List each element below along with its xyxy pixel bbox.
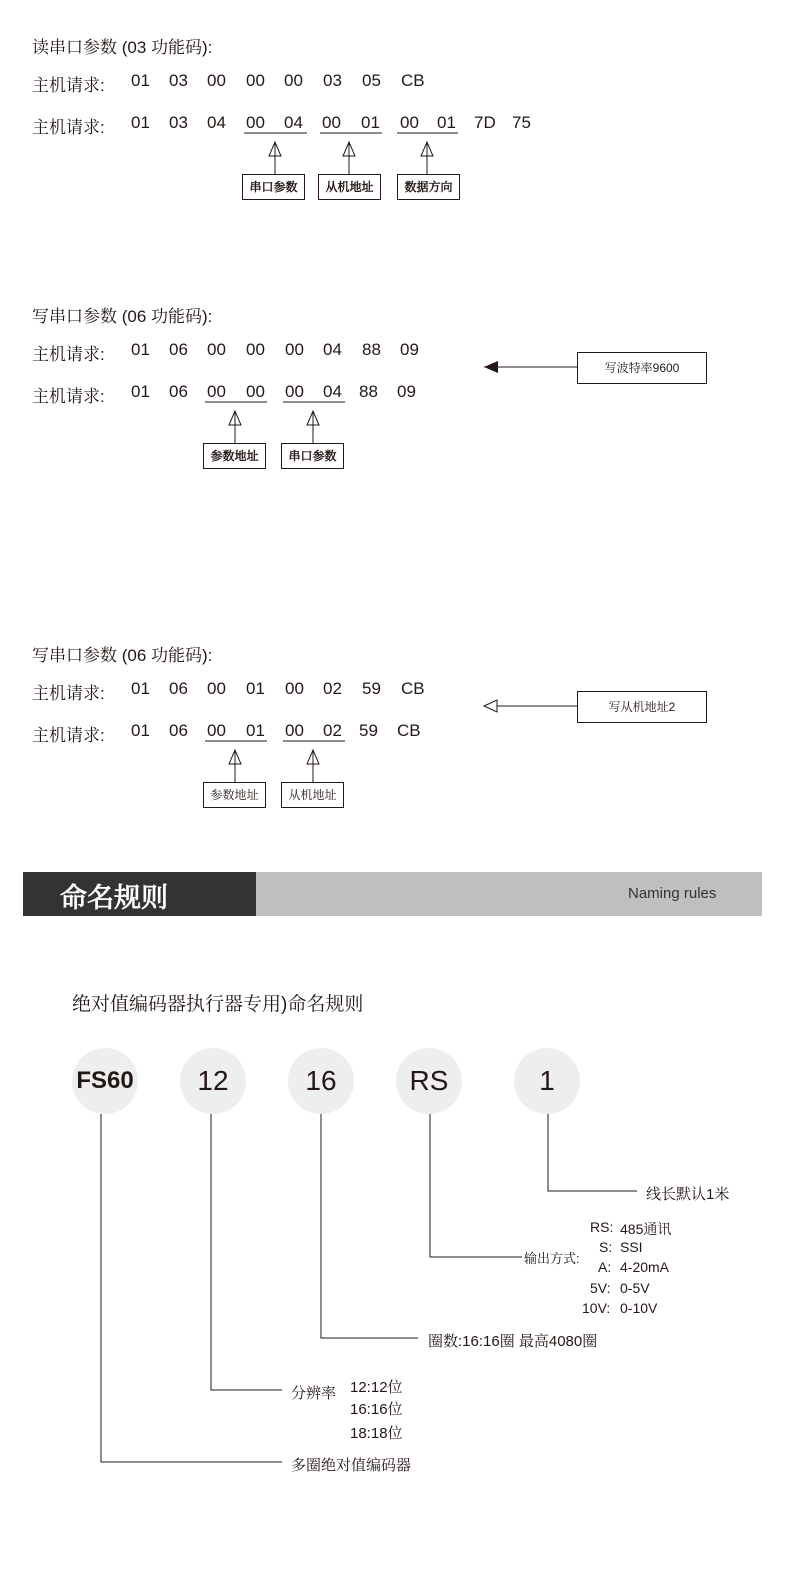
- write1-heading: 写串口参数 (06 功能码):: [32, 307, 213, 326]
- hex-byte: 01: [246, 721, 265, 740]
- hex-byte: 01: [131, 113, 150, 132]
- hex-byte: 75: [512, 113, 531, 132]
- resolution-option: 18:18位: [350, 1425, 403, 1442]
- hex-byte: 01: [131, 340, 150, 359]
- note-box-slave-address: 写从机地址2: [577, 691, 707, 723]
- section-title: 命名规则: [60, 883, 168, 913]
- output-value: 0-5V: [620, 1280, 650, 1296]
- turns-text: 圈数:16:16圈 最高4080圈: [428, 1333, 598, 1350]
- output-value: SSI: [620, 1239, 643, 1255]
- write1-request-label-1: 主机请求:: [32, 345, 105, 364]
- label-box-slave-address: 从机地址: [281, 782, 344, 808]
- output-value: 0-10V: [620, 1300, 658, 1316]
- encoder-type-text: 多圈绝对值编码器: [291, 1457, 412, 1474]
- output-label: 输出方式:: [524, 1251, 580, 1266]
- hex-byte: 59: [359, 721, 378, 740]
- read-request-label-2: 主机请求:: [32, 118, 105, 137]
- hex-byte: 03: [169, 71, 188, 90]
- output-key: A:: [598, 1259, 612, 1275]
- hex-byte: 00: [285, 340, 304, 359]
- hex-byte: 01: [361, 113, 380, 132]
- hex-byte: 00: [400, 113, 419, 132]
- output-value: 4-20mA: [620, 1259, 670, 1275]
- naming-title: 绝对值编码器执行器专用)命名规则: [72, 994, 364, 1015]
- hex-byte: 01: [246, 679, 265, 698]
- hex-byte: 00: [207, 71, 226, 90]
- code-circle-model: FS60: [72, 1048, 138, 1114]
- code-circle-output: RS: [396, 1048, 462, 1114]
- read-heading: 读串口参数 (03 功能码):: [32, 38, 213, 57]
- hex-byte: 00: [246, 340, 265, 359]
- hex-byte: 00: [246, 382, 265, 401]
- hex-byte: 88: [359, 382, 378, 401]
- hex-byte: 01: [131, 71, 150, 90]
- resolution-label: 分辨率: [291, 1385, 337, 1402]
- code-circle-turns: 16: [288, 1048, 354, 1114]
- hex-byte: 09: [400, 340, 419, 359]
- write2-request-label-1: 主机请求:: [32, 684, 105, 703]
- cable-length-text: 线长默认1米: [646, 1186, 730, 1203]
- label-box-serial-param: 串口参数: [242, 174, 305, 200]
- hex-byte: 04: [284, 113, 303, 132]
- hex-byte: 06: [169, 721, 188, 740]
- label-box-param-address: 参数地址: [203, 443, 266, 469]
- section-subtitle: Naming rules: [628, 885, 717, 902]
- hex-byte: 04: [207, 113, 226, 132]
- hex-byte: 59: [362, 679, 381, 698]
- hex-byte: 01: [131, 721, 150, 740]
- hex-byte: 09: [397, 382, 416, 401]
- hex-byte: 00: [285, 679, 304, 698]
- hex-byte: 03: [323, 71, 342, 90]
- hex-byte: 7D: [474, 113, 496, 132]
- hex-byte: 01: [437, 113, 456, 132]
- label-box-slave-address: 从机地址: [318, 174, 381, 200]
- output-value: 485通讯: [620, 1221, 672, 1237]
- hex-byte: 02: [323, 721, 342, 740]
- hex-byte: CB: [401, 71, 425, 90]
- hex-byte: 04: [323, 382, 342, 401]
- hex-byte: 00: [322, 113, 341, 132]
- write2-request-label-2: 主机请求:: [32, 726, 105, 745]
- write1-request-label-2: 主机请求:: [32, 387, 105, 406]
- code-circle-resolution: 12: [180, 1048, 246, 1114]
- hex-byte: 00: [285, 721, 304, 740]
- hex-byte: 05: [362, 71, 381, 90]
- hex-byte: CB: [401, 679, 425, 698]
- output-key: 10V:: [582, 1300, 611, 1316]
- hex-byte: 01: [131, 679, 150, 698]
- label-box-param-address: 参数地址: [203, 782, 266, 808]
- output-key: 5V:: [590, 1280, 611, 1296]
- hex-byte: 06: [169, 382, 188, 401]
- label-box-data-direction: 数据方向: [397, 174, 460, 200]
- hex-byte: 03: [169, 113, 188, 132]
- hex-byte: 00: [246, 113, 265, 132]
- resolution-option: 12:12位: [350, 1379, 403, 1396]
- output-key: RS:: [590, 1219, 614, 1235]
- hex-byte: 00: [285, 382, 304, 401]
- write2-heading: 写串口参数 (06 功能码):: [32, 646, 213, 665]
- hex-byte: 04: [323, 340, 342, 359]
- hex-byte: 00: [246, 71, 265, 90]
- label-box-serial-param: 串口参数: [281, 443, 344, 469]
- code-circle-cable: 1: [514, 1048, 580, 1114]
- hex-byte: 00: [207, 382, 226, 401]
- hex-byte: 00: [207, 721, 226, 740]
- hex-byte: 02: [323, 679, 342, 698]
- read-request-label-1: 主机请求:: [32, 76, 105, 95]
- hex-byte: 88: [362, 340, 381, 359]
- hex-byte: 01: [131, 382, 150, 401]
- hex-byte: 00: [207, 340, 226, 359]
- output-key: S:: [599, 1239, 613, 1255]
- note-box-baud: 写波特率9600: [577, 352, 707, 384]
- resolution-option: 16:16位: [350, 1401, 403, 1418]
- hex-byte: 06: [169, 679, 188, 698]
- hex-byte: 06: [169, 340, 188, 359]
- hex-byte: 00: [207, 679, 226, 698]
- hex-byte: CB: [397, 721, 421, 740]
- hex-byte: 00: [284, 71, 303, 90]
